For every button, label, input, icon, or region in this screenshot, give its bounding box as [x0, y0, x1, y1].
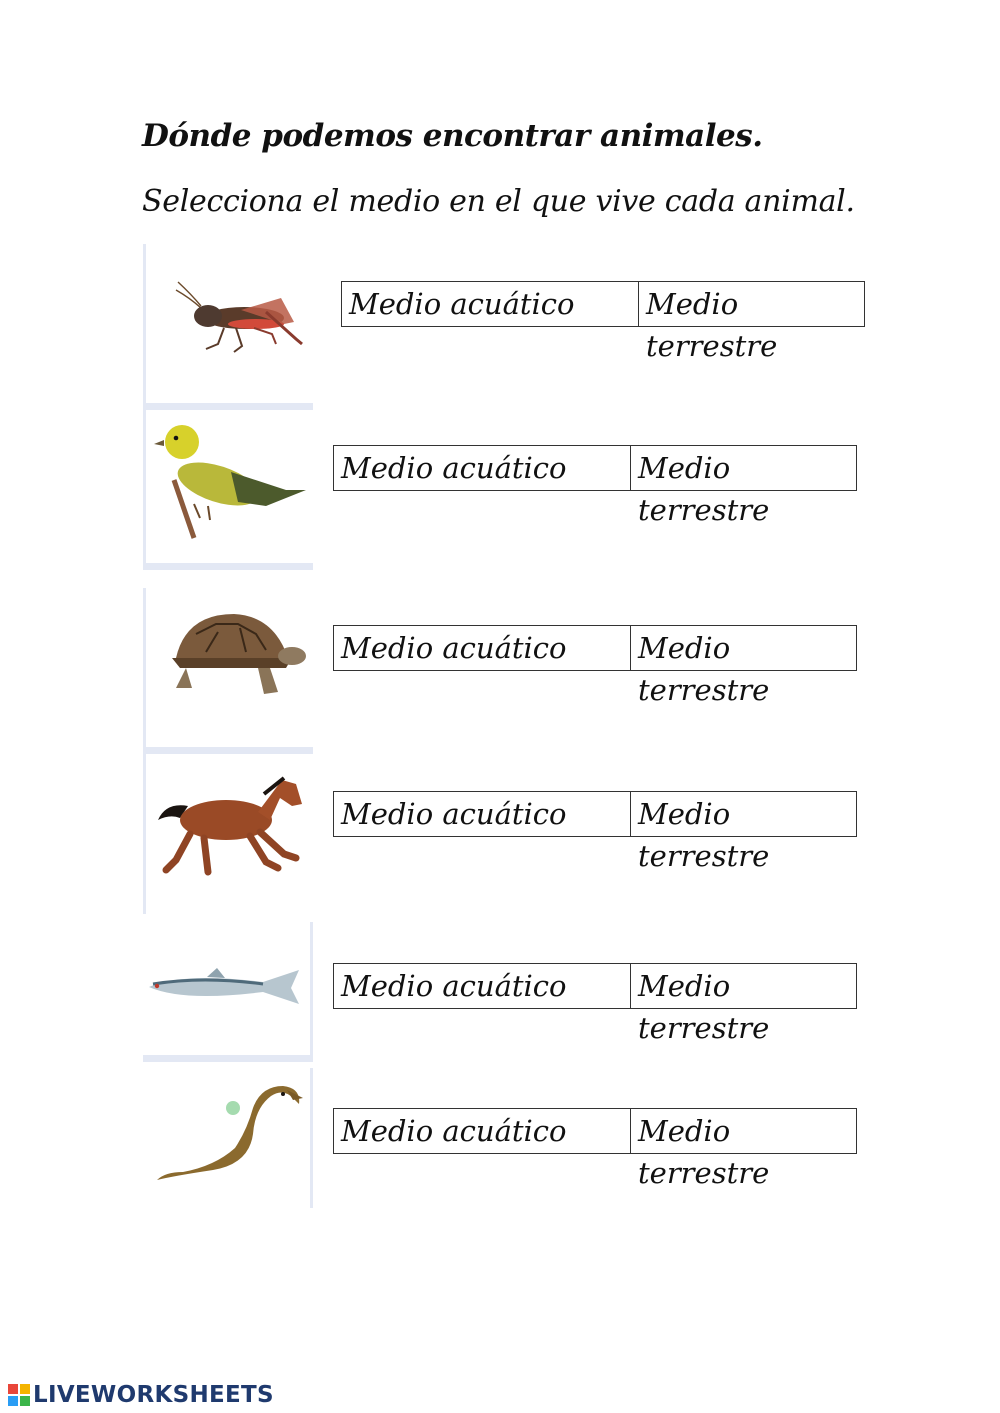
animal-card-5 [143, 922, 313, 1062]
habitat-choice-2 [333, 445, 857, 527]
option-terrestrial[interactable]: Medio terrestre [631, 446, 856, 490]
habitat-choice-4 [333, 791, 857, 873]
animal-card-4 [143, 754, 313, 914]
brand-name: LIVEWORKSHEETS [33, 1382, 274, 1408]
horse-icon [146, 754, 313, 906]
liveworksheets-mark-icon [8, 1384, 30, 1406]
bird-icon [146, 410, 313, 562]
tortoise-icon [146, 588, 313, 746]
option-aquatic[interactable]: Medio acuático [334, 964, 631, 1008]
option-terrestrial[interactable]: Medio terrestre [631, 626, 856, 670]
habitat-choice-3 [333, 625, 857, 707]
option-terrestrial[interactable]: Medio terrestre [631, 792, 856, 836]
habitat-choice-6 [333, 1108, 857, 1190]
liveworksheets-logo [8, 1382, 274, 1408]
animal-card-1 [143, 244, 313, 410]
option-aquatic[interactable]: Medio acuático [334, 1109, 631, 1153]
animal-card-6 [143, 1068, 313, 1208]
grasshopper-icon [146, 244, 313, 402]
option-terrestrial[interactable]: Medio terrestre [631, 964, 856, 1008]
option-aquatic[interactable]: Medio acuático [334, 626, 631, 670]
worksheet-title: Dónde podemos encontrar animales. [142, 118, 763, 154]
animal-card-2 [143, 410, 313, 570]
option-aquatic[interactable]: Medio acuático [334, 446, 631, 490]
option-aquatic[interactable]: Medio acuático [342, 282, 639, 326]
option-aquatic[interactable]: Medio acuático [334, 792, 631, 836]
animal-card-3 [143, 588, 313, 754]
seahorse-icon [143, 1068, 310, 1208]
fish-icon [143, 922, 310, 1054]
option-terrestrial[interactable]: Medio terrestre [639, 282, 864, 326]
option-terrestrial[interactable]: Medio terrestre [631, 1109, 856, 1153]
habitat-choice-1 [341, 281, 865, 363]
habitat-choice-5 [333, 963, 857, 1045]
worksheet-subtitle: Selecciona el medio en el que vive cada animal. [142, 184, 855, 219]
